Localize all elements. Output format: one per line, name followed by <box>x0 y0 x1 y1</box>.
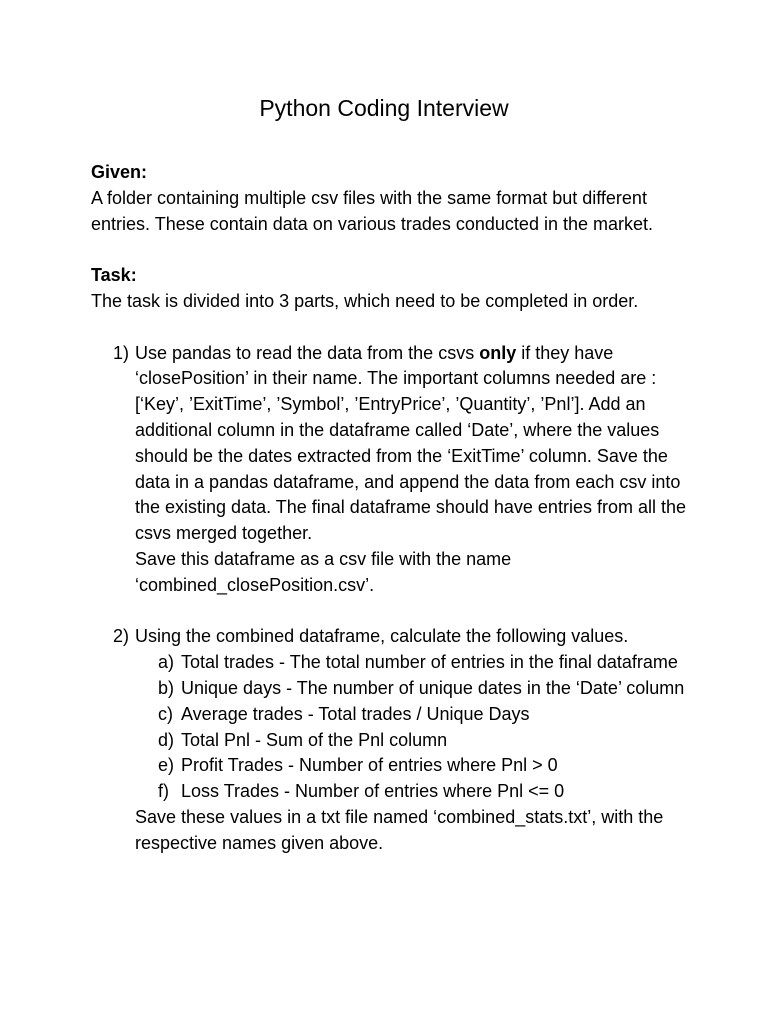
given-heading: Given: <box>91 162 148 182</box>
part-1-text-end: if they have ‘closePosition’ in their name. The important columns needed are : [‘Key’, ’ExitTime’, ’Symbol’, ’EntryPrice’, ’Quantity’, ’Pnl’]. Add an additional column in the dataframe called ‘Date’, where the values should be the dates extracted from the ‘ExitTime’ column. Save the data in a pandas dataframe, and append the data from each csv into the existing data. The final dataframe should have entries from all the csvs merged together. <box>135 342 686 544</box>
sub-item-marker: a) <box>158 652 175 673</box>
sub-item-d <box>91 728 691 754</box>
sub-item-b <box>91 676 691 702</box>
sub-item-marker: c) <box>158 703 173 724</box>
sub-item-marker: e) <box>158 755 175 776</box>
page-title: Python Coding Interview <box>259 95 509 121</box>
sub-item-text: Total trades - The total number of entries in the final dataframe <box>181 652 678 673</box>
sub-item-marker: d) <box>158 729 175 750</box>
task-heading: Task: <box>91 265 137 286</box>
sub-item-c <box>91 702 691 728</box>
sub-item-text: Average trades - Total trades / Unique Days <box>181 703 530 724</box>
sub-item-text: Total Pnl - Sum of the Pnl column <box>181 729 448 750</box>
part-2-text: Using the combined dataframe, calculate the following values. <box>135 626 629 647</box>
part-1-bold-word: only <box>479 342 517 363</box>
task-text: The task is divided into 3 parts, which need to be completed in order. <box>91 290 639 311</box>
sub-item-text: Unique days - The number of unique dates in the ‘Date’ column <box>181 677 685 698</box>
part-1-text-start: Use pandas to read the data from the csvs <box>135 342 480 363</box>
spacer <box>91 599 691 625</box>
part-1-marker: 1) <box>113 342 130 363</box>
part-2-save-text: Save these values in a txt file named ‘combined_stats.txt’, with the respective names given above. <box>135 806 664 853</box>
sub-item-text: Loss Trades - Number of entries where Pnl <= 0 <box>181 781 565 802</box>
spacer <box>91 237 691 263</box>
sub-item-marker: b) <box>158 677 175 698</box>
part-1-save-text: Save this dataframe as a csv file with the name ‘combined_closePosition.csv’. <box>135 548 512 595</box>
part-1-item <box>91 341 691 547</box>
spacer <box>91 315 691 341</box>
sub-item-e <box>91 753 691 779</box>
sub-item-a <box>91 650 691 676</box>
sub-item-marker: f) <box>158 781 169 802</box>
given-text: A folder containing multiple csv files with the same format but different entries. These contain data on various trades conducted in the market. <box>91 187 653 234</box>
document-body <box>91 160 691 857</box>
part-2-item <box>91 624 691 650</box>
sub-item-text: Profit Trades - Number of entries where Pnl > 0 <box>181 755 558 776</box>
part-2-marker: 2) <box>113 626 130 647</box>
sub-item-f <box>91 779 691 805</box>
